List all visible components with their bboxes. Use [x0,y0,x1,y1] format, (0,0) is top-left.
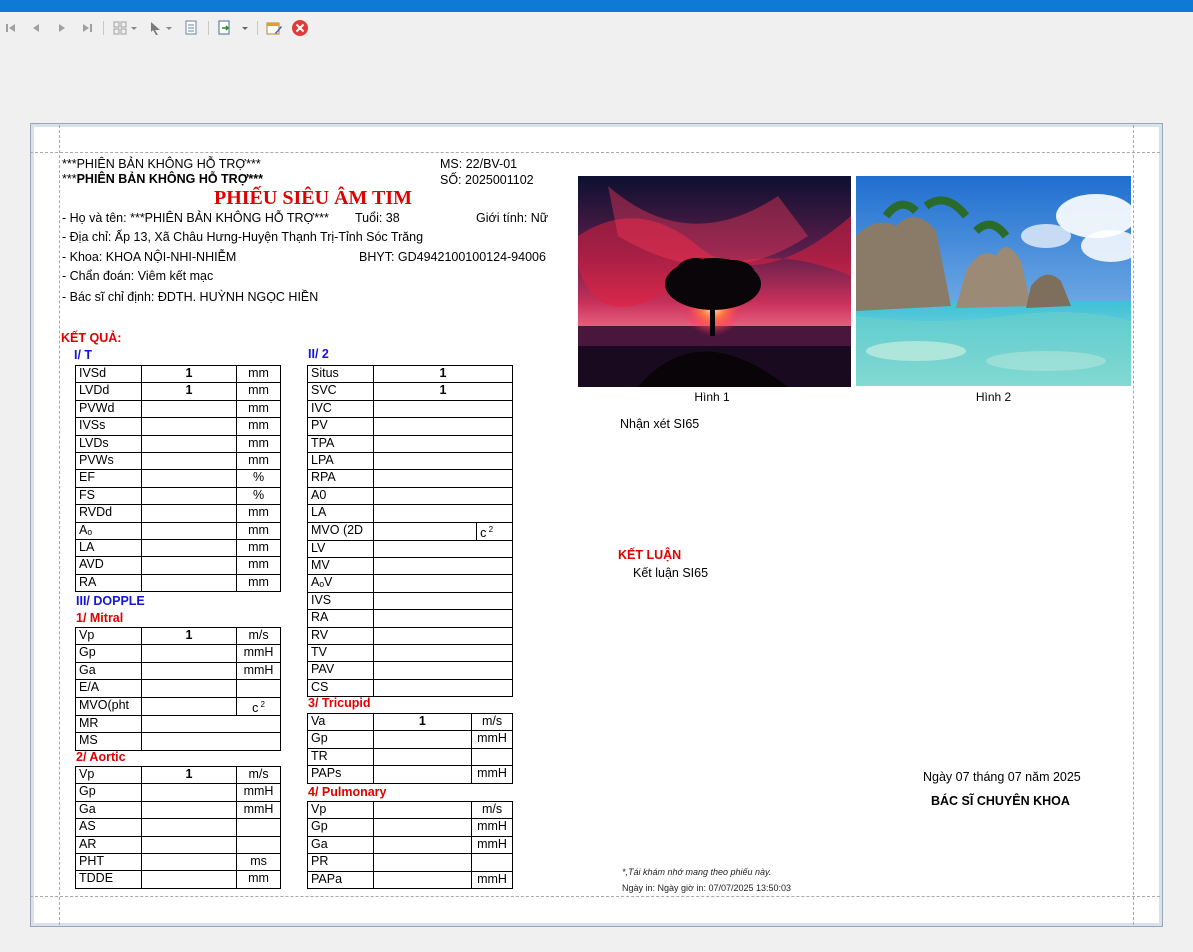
param-value [141,418,236,435]
table-row [76,628,281,645]
param-unit: m/s [237,767,281,784]
table-row [308,802,513,819]
param-value [373,854,471,871]
watermark-line-bold: ***PHIÊN BẢN KHÔNG HỖ TRỢ*** [62,172,263,186]
margin-guide [30,896,1160,897]
param-label: AₒV [308,575,374,592]
param-value [373,575,512,592]
param-value [141,871,236,888]
watermark-line: ***PHIÊN BẢN KHÔNG HỖ TRỢ*** [62,157,261,171]
param-unit [237,680,281,697]
conclusion-text: Kết luận SI65 [633,566,709,580]
param-label: MV [308,558,374,575]
param-value [373,802,471,819]
param-label: PAPa [308,871,374,888]
measurement-table-1 [75,365,281,592]
param-value [373,871,471,888]
margin-guide [1133,125,1134,925]
param-label: CS [308,679,374,696]
window-titlebar [0,0,1193,12]
table-row [308,470,513,487]
param-unit: ms [237,853,281,870]
param-value [373,610,512,627]
table-row [308,871,513,888]
table-row [308,836,513,853]
next-page-icon[interactable] [55,19,69,37]
measurement-table-2 [307,365,513,697]
param-label: Gp [308,819,374,836]
param-unit: mm [237,400,281,417]
image-1-caption: Hình 1 [694,390,730,404]
print-timestamp: Ngày in: Ngày giờ in: 07/07/2025 13:50:03 [622,883,792,893]
param-value [141,539,236,556]
param-value [373,418,512,435]
param-label: Va [308,714,374,731]
param-label: TDDE [76,871,142,888]
param-unit [472,748,513,765]
param-label: Gp [76,784,142,801]
param-label: Ga [308,836,374,853]
param-label: PVWs [76,452,142,469]
param-value [141,715,280,732]
param-label: MR [76,715,142,732]
param-value [373,487,512,504]
param-label: IVSd [76,366,142,383]
revisit-note: *,Tái khám nhớ mang theo phiếu này. [622,867,772,877]
table-row [76,836,281,853]
conclusion-heading: KẾT LUẬN [618,548,682,562]
param-value [373,558,512,575]
param-label: Situs [308,366,374,383]
table-row [76,871,281,888]
first-page-icon[interactable] [4,19,18,37]
section-2-title: II/ 2 [308,347,329,361]
param-value [141,784,236,801]
signature-title: BÁC SĨ CHUYÊN KHOA [931,794,1070,808]
aortic-title: 2/ Aortic [76,750,126,764]
param-value [373,627,512,644]
table-row [308,575,513,592]
param-unit: mmH [472,766,513,783]
close-icon[interactable] [291,19,309,37]
form-code: MS: 22/BV-01 [440,157,518,171]
param-unit: m/s [472,714,513,731]
table-row [76,819,281,836]
table-row [76,645,281,662]
unit-superscript: 2 [486,524,494,534]
param-value [373,748,471,765]
param-unit: mm [237,539,281,556]
param-unit: mmH [472,836,513,853]
param-unit: mm [237,871,281,888]
table-row [76,522,281,539]
param-label: LVDd [76,383,142,400]
table-row [76,418,281,435]
table-row [308,418,513,435]
patient-dept: - Khoa: KHOA NỘI-NHI-NHIỄM [62,250,237,264]
table-row [76,801,281,818]
referring-doctor: - Bác sĩ chỉ định: ĐDTH. HUỲNH NGỌC HIỀN [62,290,319,304]
param-value: 1 [141,628,236,645]
param-unit: mm [237,383,281,400]
param-label: LA [76,539,142,556]
param-label: MVO(pht [76,697,142,715]
param-unit: mm [237,452,281,469]
table-row [76,487,281,504]
param-label: LPA [308,452,374,469]
param-value [141,836,236,853]
param-label: PAV [308,662,374,679]
remarks-text: Nhận xét SI65 [620,417,700,431]
param-unit: c $^2$ [477,522,513,540]
param-unit: mm [237,557,281,574]
table-row [308,400,513,417]
param-label: Vp [76,628,142,645]
table-row [308,766,513,783]
patient-insurance: BHYT: GD4942100100124-94006 [359,250,546,264]
param-value [141,662,236,679]
table-row [76,853,281,870]
param-value [141,801,236,818]
param-unit: mmH [237,801,281,818]
param-value [141,680,236,697]
param-label: MS [76,733,142,750]
param-unit: mm [237,522,281,539]
table-row [76,662,281,679]
param-value: 1 [141,767,236,784]
margin-guide [59,125,60,925]
pulmonary-title: 4/ Pulmonary [308,785,387,799]
signature-date: Ngày 07 tháng 07 năm 2025 [923,770,1081,784]
table-row [76,574,281,591]
param-unit: mm [237,505,281,522]
param-value [373,522,476,540]
margin-guide [30,152,1160,153]
table-row [76,400,281,417]
param-value [141,853,236,870]
param-label: IVS [308,592,374,609]
table-row [308,679,513,696]
param-value [373,435,512,452]
table-row [308,748,513,765]
table-row [308,452,513,469]
aortic-table [75,766,281,889]
param-label: TR [308,748,374,765]
param-unit: mmH [472,871,513,888]
patient-sex: Giới tính: Nữ [476,211,549,225]
param-unit: mmH [472,731,513,748]
param-unit: m/s [237,628,281,645]
param-unit [237,836,281,853]
param-label: Vp [308,802,374,819]
param-value [141,557,236,574]
param-unit: % [237,470,281,487]
param-unit: mmH [237,645,281,662]
param-label: RPA [308,470,374,487]
table-row [308,435,513,452]
param-label: Gp [308,731,374,748]
param-label: LA [308,505,374,522]
pulmonary-table [307,801,513,889]
table-row [76,733,281,750]
param-value: 1 [141,383,236,400]
table-row [308,854,513,871]
param-label: IVC [308,400,374,417]
param-label: AS [76,819,142,836]
param-value [141,452,236,469]
param-value [141,819,236,836]
mitral-table [75,627,281,751]
param-unit: mm [237,574,281,591]
page-setup-icon[interactable] [184,19,198,37]
param-unit [472,854,513,871]
param-label: FS [76,487,142,504]
param-label: A0 [308,487,374,504]
param-label: Gp [76,645,142,662]
param-label: TPA [308,435,374,452]
patient-diagnosis: - Chẩn đoán: Viêm kết mạc [62,269,214,283]
export-icon[interactable] [217,19,251,37]
multi-page-icon[interactable] [112,19,138,37]
param-label: RA [308,610,374,627]
param-label: PHT [76,853,142,870]
param-unit [237,819,281,836]
ultrasound-image-1 [578,176,851,387]
param-value [373,819,471,836]
param-value [141,435,236,452]
param-label: RA [76,574,142,591]
param-label: LVDs [76,435,142,452]
param-label: LV [308,540,374,557]
ultrasound-image-2 [856,176,1131,386]
table-row [76,697,281,715]
table-row [76,452,281,469]
param-label: IVSs [76,418,142,435]
param-label: RV [308,627,374,644]
patient-address: - Địa chỉ: Ấp 13, Xã Châu Hưng-Huyện Thạnh Trị-Tỉnh Sóc Trăng [62,230,424,244]
table-row [308,558,513,575]
table-row [76,505,281,522]
param-value [141,505,236,522]
table-row [308,540,513,557]
param-label: MVO (2D [308,522,374,540]
table-row [76,470,281,487]
param-label: PVWd [76,400,142,417]
param-unit: mm [237,435,281,452]
param-unit: mmH [472,819,513,836]
table-row [76,715,281,732]
param-label: Aₒ [76,522,142,539]
param-value [373,452,512,469]
table-row [76,767,281,784]
param-value [141,400,236,417]
tricupid-title: 3/ Tricupid [308,696,371,710]
param-label: PR [308,854,374,871]
page-title: PHIẾU SIÊU ÂM TIM [214,187,412,209]
param-label: SVC [308,383,374,400]
report-toolbar [0,12,1193,46]
param-value: 1 [373,383,512,400]
param-label: EF [76,470,142,487]
param-value [373,662,512,679]
param-value: 1 [373,366,512,383]
param-value [373,731,471,748]
table-row [308,592,513,609]
param-label: Ga [76,662,142,679]
param-label: PAPs [308,766,374,783]
mitral-title: 1/ Mitral [76,611,124,625]
results-heading: KẾT QUẢ: [61,331,122,345]
table-row [308,366,513,383]
table-row [308,522,513,540]
pointer-icon[interactable] [148,19,174,37]
param-unit: m/s [472,802,513,819]
tricupid-table [307,713,513,784]
param-unit: mm [237,366,281,383]
param-unit: c $^2$ [237,697,281,715]
section-3-title: III/ DOPPLE [76,594,145,608]
table-row [308,383,513,400]
table-row [308,714,513,731]
param-label: RVDd [76,505,142,522]
param-value [141,645,236,662]
param-value [141,487,236,504]
table-row [308,627,513,644]
param-unit: % [237,487,281,504]
param-unit: mmH [237,662,281,679]
table-row [308,610,513,627]
param-label: AR [76,836,142,853]
param-value [373,766,471,783]
patient-age: Tuổi: 38 [355,211,400,225]
param-value [373,679,512,696]
param-value [373,540,512,557]
param-value [373,836,471,853]
param-value [141,697,236,715]
param-value [373,470,512,487]
edit-icon[interactable] [265,19,283,37]
param-label: Ga [76,801,142,818]
last-page-icon[interactable] [80,19,94,37]
table-row [76,557,281,574]
param-value [141,470,236,487]
param-unit: mm [237,418,281,435]
table-row [308,487,513,504]
table-row [308,731,513,748]
prev-page-icon[interactable] [29,19,43,37]
table-row [76,680,281,697]
unit-superscript: 2 [258,699,265,709]
param-value [141,522,236,539]
image-2-caption: Hình 2 [975,390,1012,404]
param-value [373,400,512,417]
param-label: Vp [76,767,142,784]
param-value [373,505,512,522]
param-value: 1 [141,366,236,383]
param-label: AVD [76,557,142,574]
table-row [308,645,513,662]
section-1-title: I/ T [74,348,93,362]
table-row [76,366,281,383]
table-row [76,435,281,452]
table-row [308,819,513,836]
form-number: SỐ: 2025001102 [440,173,534,187]
table-row [76,383,281,400]
patient-name: - Họ và tên: ***PHIÊN BẢN KHÔNG HỖ TRỢ*** [62,211,329,225]
param-value [141,574,236,591]
param-value [373,645,512,662]
param-label: PV [308,418,374,435]
param-label: TV [308,645,374,662]
table-row [308,505,513,522]
param-value: 1 [373,714,471,731]
table-row [308,662,513,679]
table-row [76,539,281,556]
param-unit: mmH [237,784,281,801]
param-value [373,592,512,609]
param-value [141,733,280,750]
param-label: E/A [76,680,142,697]
table-row [76,784,281,801]
